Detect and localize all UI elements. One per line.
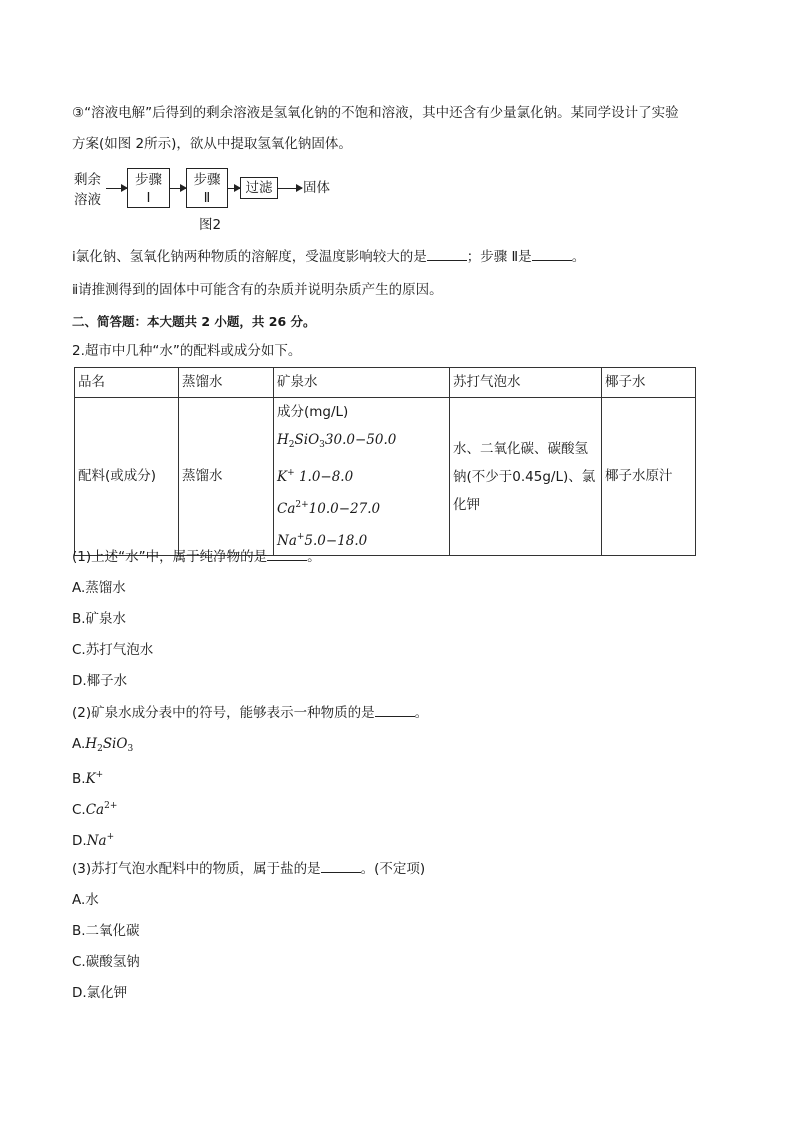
option-d[interactable]: D.Na+ — [72, 832, 115, 849]
question2-intro: 2.超市中几种“水”的配料或成分如下。 — [72, 343, 302, 359]
table-row — [75, 398, 696, 556]
q3-intro-line1: ③“溶液电解”后得到的剩余溶液是氢氧化钠的不饱和溶液，其中还含有少量氯化钠。某同学设计了实验 — [72, 105, 679, 121]
table-cell-coconut: 椰子水原汁 — [602, 398, 696, 556]
flow-diagram — [74, 168, 494, 238]
flow-arrow-4 — [278, 188, 302, 189]
table-cell-distilled: 蒸馏水 — [179, 398, 274, 556]
q3-intro-line2: 方案(如图 2所示)，欲从中提取氢氧化钠固体。 — [72, 136, 352, 152]
option-a[interactable]: A.水 — [72, 892, 99, 908]
answer-blank[interactable] — [321, 860, 361, 873]
sub-question-ii: ⅱ请推测得到的固体中可能含有的杂质并说明杂质产生的原因。 — [72, 282, 443, 298]
question-1-stem: (1)上述“水”中，属于纯净物的是 。 — [72, 549, 321, 565]
option-d[interactable]: D.氯化钾 — [72, 985, 128, 1001]
flow-start-label: 剩余 溶液 — [74, 172, 101, 208]
option-b[interactable]: B.矿泉水 — [72, 611, 127, 627]
flow-step1-box: 步骤 Ⅰ — [127, 168, 170, 208]
table-row-label: 配料(或成分) — [75, 398, 179, 556]
flow-arrow-3 — [228, 188, 240, 189]
mineral-na: Na+5.0−18.0 — [277, 532, 368, 549]
flow-step2-box: 步骤 Ⅱ — [186, 168, 228, 208]
option-a[interactable]: $A.H_2SiO_3$ — [72, 736, 134, 754]
answer-blank[interactable] — [267, 548, 307, 561]
option-c[interactable]: $C.Ca^{2+}$ — [72, 801, 118, 818]
answer-blank[interactable] — [375, 704, 415, 717]
figure-caption: 图2 — [199, 217, 222, 233]
table-cell-soda: 水、二氧化碳、碳酸氢 钠(不少于0.45g/L)、氯 化钾 — [450, 398, 602, 556]
table-header-cell: 矿泉水 — [274, 368, 450, 398]
table-header-cell: 苏打气泡水 — [450, 368, 602, 398]
question-3-stem: (3)苏打气泡水配料中的物质，属于盐的是 。(不定项) — [72, 861, 426, 877]
answer-blank[interactable] — [427, 248, 467, 261]
flow-filter-box: 过滤 — [240, 177, 278, 199]
option-b[interactable]: B.K+ — [72, 770, 104, 787]
table-header-row — [75, 368, 696, 398]
table-header-cell: 蒸馏水 — [179, 368, 274, 398]
sub-question-i: ⅰ氯化钠、氢氧化钠两种物质的溶解度，受温度影响较大的是 ；步骤 Ⅱ是 。 — [72, 249, 586, 265]
option-a[interactable]: A.蒸馏水 — [72, 580, 126, 596]
flow-arrow-1 — [106, 188, 127, 189]
table-header-cell: 椰子水 — [602, 368, 696, 398]
flow-arrow-2 — [170, 188, 186, 189]
ingredients-table — [74, 367, 696, 556]
question-2-stem: (2)矿泉水成分表中的符号，能够表示一种物质的是 。 — [72, 705, 429, 721]
option-d[interactable]: D.椰子水 — [72, 673, 128, 689]
table-header-cell: 品名 — [75, 368, 179, 398]
section-heading: 二、简答题：本大题共 2 小题，共 26 分。 — [72, 314, 316, 329]
answer-blank[interactable] — [532, 248, 572, 261]
mineral-unit-label: 成分(mg/L) — [277, 404, 349, 420]
mineral-k: K+ 1.0−8.0 — [277, 468, 354, 485]
mineral-h2sio3: $H_2SiO_330.0-50.0$ — [277, 432, 397, 450]
option-b[interactable]: B.二氧化碳 — [72, 923, 140, 939]
table-cell-mineral — [274, 398, 450, 556]
flow-end-label: 固体 — [303, 180, 330, 196]
mineral-ca: $Ca^{2+}10.0-27.0$ — [277, 500, 381, 517]
option-c[interactable]: C.苏打气泡水 — [72, 642, 154, 658]
option-c[interactable]: C.碳酸氢钠 — [72, 954, 140, 970]
